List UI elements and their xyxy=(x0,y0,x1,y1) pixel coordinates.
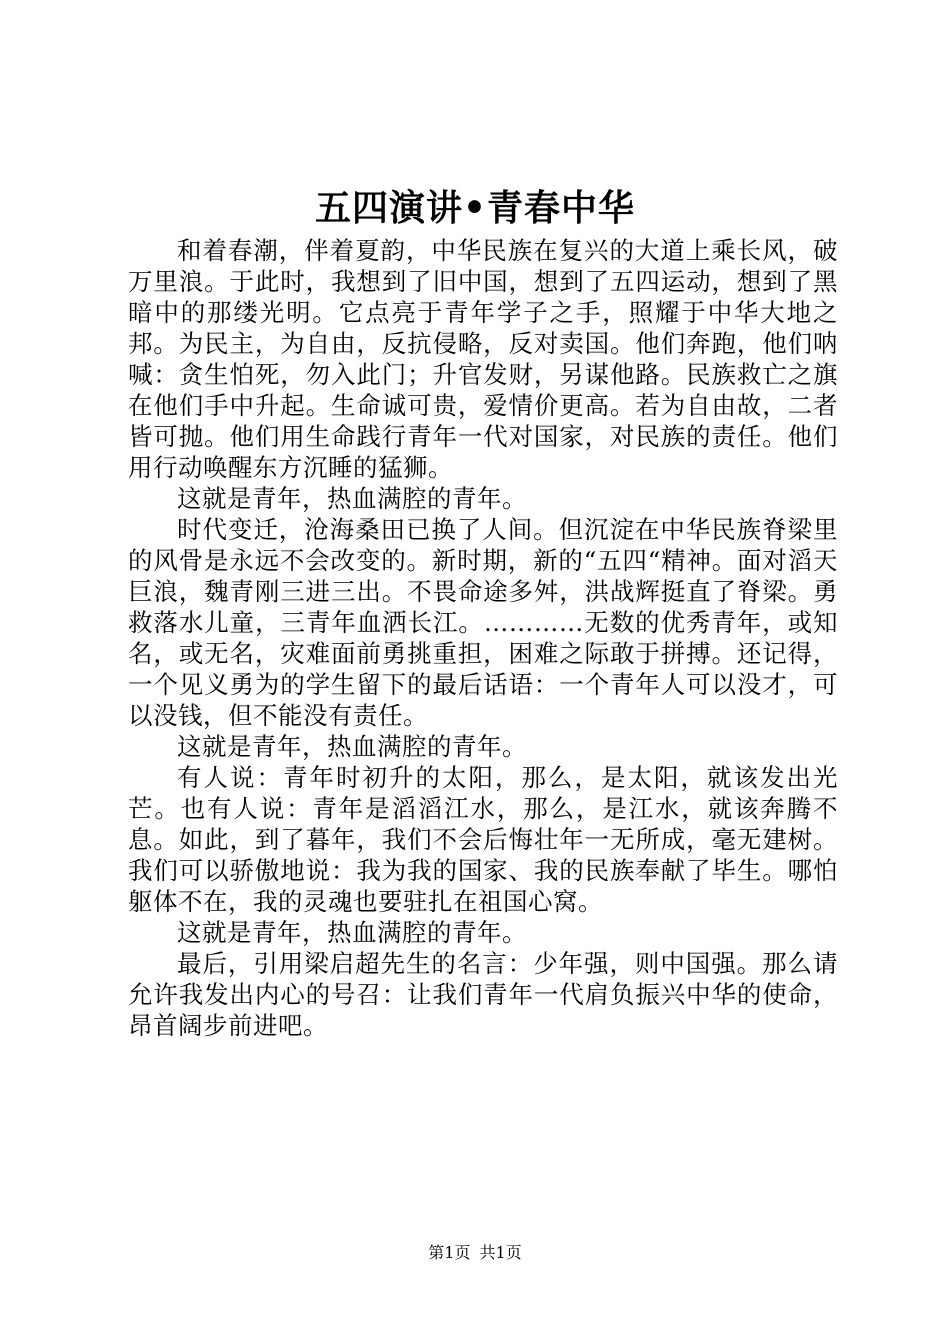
paragraph: 这就是青年，热血满腔的青年。 xyxy=(177,918,527,947)
page-total: 共1页 xyxy=(479,1243,522,1262)
paragraph: 时代变迁，沧海桑田已换了人间。但沉淀在中华民族脊梁里的风骨是永远不会改变的。新时期，新的“五四“精神。面对滔天巨浪，魏青刚三进三出。不畏命途多舛，洪战辉挺直了脊梁。勇救落水儿童，三青年血洒长江。…………无数的优秀青年，或知名，或无名，灾难面前勇挑重担，困难之际敢于拼搏。还记得，一个见义勇为的学生留下的最后话语：一个青年人可以没才，可以没钱，但不能没有责任。 xyxy=(128,515,838,730)
paragraph: 最后，引用梁启超先生的名言：少年强，则中国强。那么请允许我发出内心的号召：让我们青年一代肩负振兴中华的使命，昂首阔步前进吧。 xyxy=(128,949,838,1040)
document-title: 五四演讲•青春中华 xyxy=(314,187,635,229)
page-number: 第1页 xyxy=(428,1243,471,1262)
page-footer xyxy=(0,1241,950,1265)
paragraph: 这就是青年，热血满腔的青年。 xyxy=(177,484,527,513)
paragraph: 和着春潮，伴着夏韵，中华民族在复兴的大道上乘长风，破万里浪。于此时，我想到了旧中国，想到了五四运动，想到了黑暗中的那缕光明。它点亮于青年学子之手，照耀于中华大地之邦。为民主，为自由，反抗侵略，反对卖国。他们奔跑，他们呐喊：贪生怕死，勿入此门；升官发财，另谋他路。民族救亡之旗在他们手中升起。生命诚可贵，爱情价更高。若为自由故，二者皆可抛。他们用生命践行青年一代对国家，对民族的责任。他们用行动唤醒东方沉睡的猛狮。 xyxy=(128,236,838,482)
paragraph: 有人说：青年时初升的太阳，那么，是太阳，就该发出光芒。也有人说：青年是滔滔江水，那么，是江水，就该奔腾不息。如此，到了暮年，我们不会后悔壮年一无所成，毫无建树。我们可以骄傲地说：我为我的国家、我的民族奉献了毕生。哪怕躯体不在，我的灵魂也要驻扎在祖国心窝。 xyxy=(128,763,838,916)
document-body xyxy=(128,235,838,1041)
paragraph: 这就是青年，热血满腔的青年。 xyxy=(177,732,527,761)
